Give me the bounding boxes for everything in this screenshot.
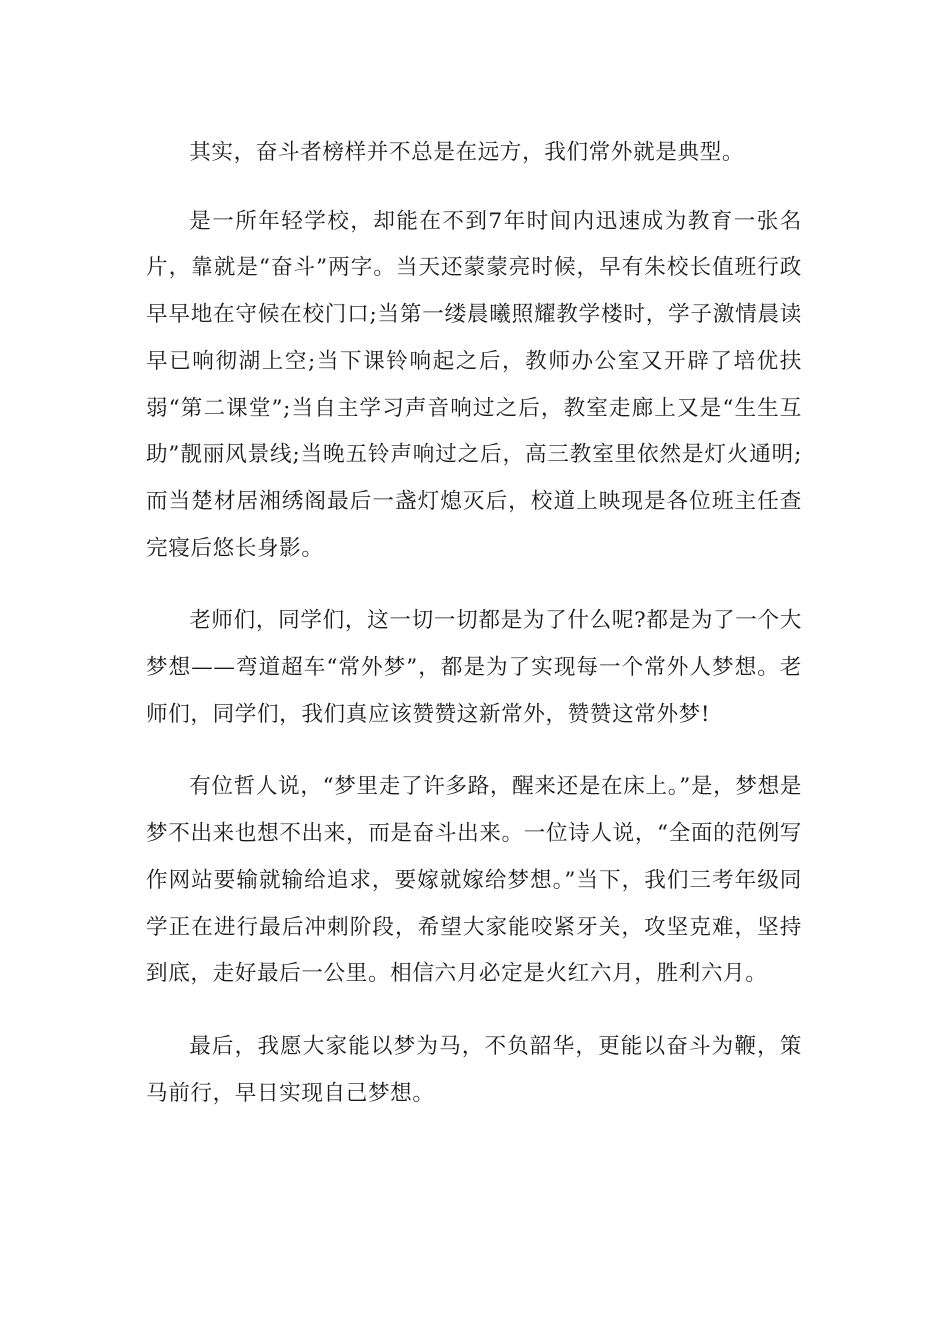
paragraph-1: 其实，奋斗者榜样并不总是在远方，我们常外就是典型。 [189,140,745,165]
paragraph-3: 老师们，同学们，这一切一切都是为了什么呢?都是为了一个大梦想——弯道超车“常外梦”，都是为了实现每一个常外人梦想。老师们，同学们，我们真应该赞赞这新常外，赞赞这常外梦! [146,608,802,727]
paragraph-2: 是一所年轻学校，却能在不到7年时间内迅速成为教育一张名片，靠就是“奋斗”两字。当天还蒙蒙亮时候，早有朱校长值班行政早早地在守候在校门口;当第一缕晨曦照耀教学楼时，学子激情晨读早已响彻湖上空;当下课铃响起之后，教师办公室又开辟了培优扶弱“第二课堂”;当自主学习声音响过之后，教室走廊上又是“生生互助”靓丽风景线;当晚五铃声响过之后，高三教室里依然是灯火通明;而当楚材居湘绣阁最后一盏灯熄灭后，校道上映现是各位班主任查完寝后悠长身影。 [146,208,802,561]
paragraph-4: 有位哲人说，“梦里走了许多路，醒来还是在床上。”是，梦想是梦不出来也想不出来，而是奋斗出来。一位诗人说，“全面的范例写作网站要输就输给追求，要嫁就嫁给梦想。”当下，我们三考年级同学正在进行最后冲刺阶段，希望大家能咬紧牙关，攻坚克难，坚持到底，走好最后一公里。相信六月必定是火红六月，胜利六月。 [146,774,802,987]
document-page [146,130,802,1141]
paragraph-5: 最后，我愿大家能以梦为马，不负韶华，更能以奋斗为鞭，策马前行，早日实现自己梦想。 [146,1033,802,1106]
